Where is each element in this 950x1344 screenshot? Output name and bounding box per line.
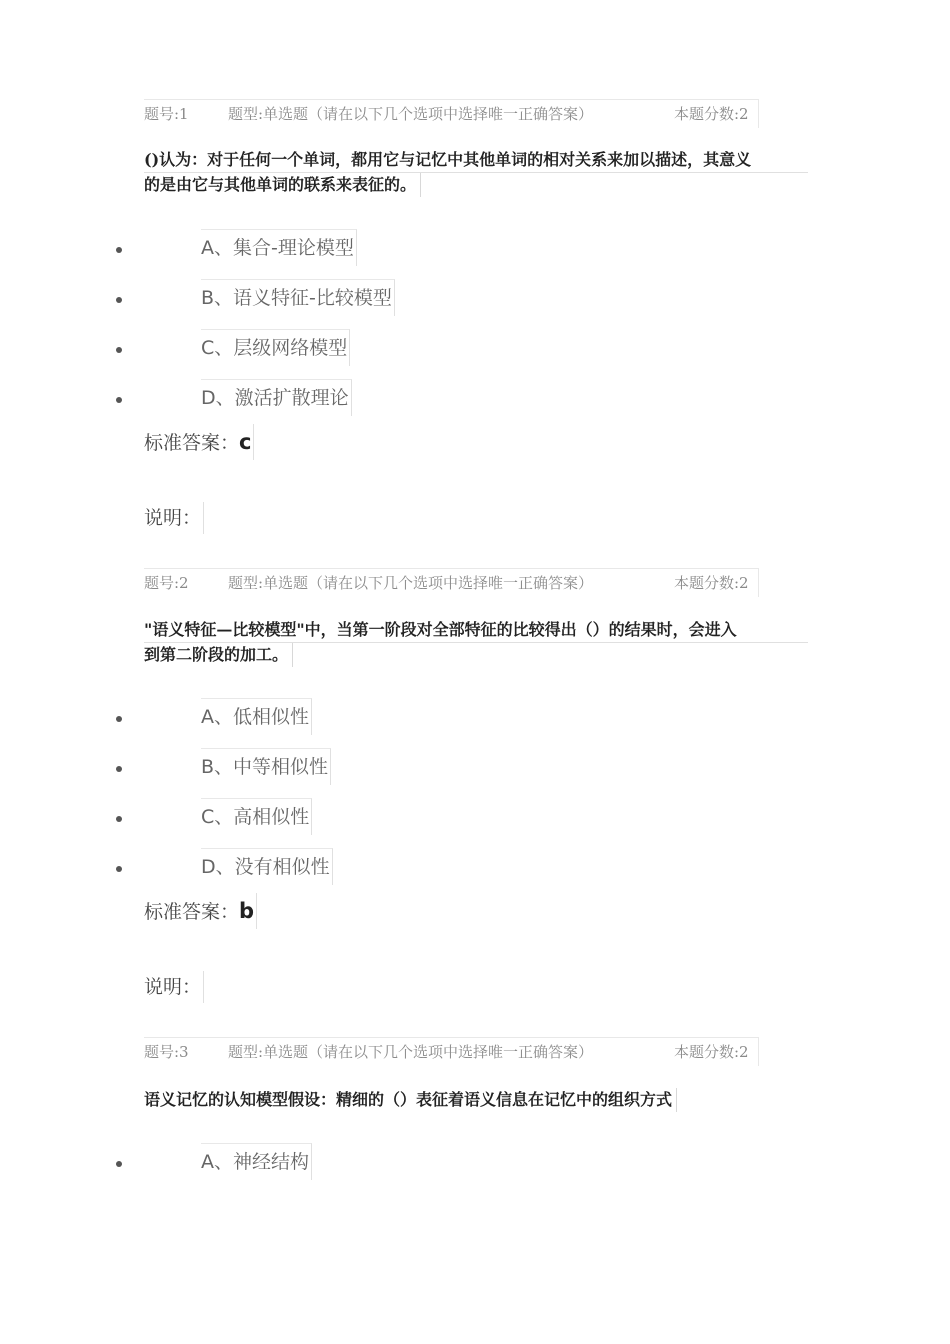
answer-value: b [239,899,255,923]
bullet-icon [116,716,122,722]
question-score: 本题分数:2 [674,574,749,592]
explanation-label: 说明： [144,507,202,529]
question-text-line: 的是由它与其他单词的联系来表征的。 [144,173,421,197]
option-label: D、没有相似性 [201,848,333,885]
option-label: B、中等相似性 [201,748,331,785]
option-label: A、神经结构 [201,1143,312,1180]
option-label: C、层级网络模型 [201,329,350,366]
option-label: C、高相似性 [201,798,312,835]
explanation-label: 说明： [144,976,202,998]
answer-label: 标准答案： [144,901,240,923]
standard-answer [144,893,257,929]
question-text-line: 到第二阶段的加工。 [144,643,293,667]
bullet-icon [116,1161,122,1167]
option-item[interactable] [0,748,600,784]
bullet-icon [116,866,122,872]
question-number: 题号:2 [144,574,189,592]
question-score: 本题分数:2 [674,1043,749,1061]
bullet-icon [116,397,122,403]
question-text-line: 语义记忆的认知模型假设：精细的（）表征着语义信息在记忆中的组织方式 [144,1088,677,1112]
bullet-icon [116,297,122,303]
question-type: 题型:单选题（请在以下几个选项中选择唯一正确答案） [228,105,594,123]
option-item[interactable] [0,329,600,365]
option-item[interactable] [0,698,600,734]
question-2-meta [144,568,759,597]
bullet-icon [116,766,122,772]
bullet-icon [116,347,122,353]
option-item[interactable] [0,1143,600,1179]
bullet-icon [116,247,122,253]
option-label: A、低相似性 [201,698,312,735]
option-item[interactable] [0,279,600,315]
question-number: 题号:1 [144,105,189,123]
question-text-line: ()认为：对于任何一个单词，都用它与记忆中其他单词的相对关系来加以描述，其意义 [144,148,808,173]
option-item[interactable] [0,848,600,884]
answer-value: c [239,430,252,454]
question-type: 题型:单选题（请在以下几个选项中选择唯一正确答案） [228,574,594,592]
option-label: A、集合-理论模型 [201,229,357,266]
question-3-text [144,1088,808,1112]
explanation [144,971,204,1003]
bullet-icon [116,816,122,822]
option-label: B、语义特征-比较模型 [201,279,395,316]
option-label: D、激活扩散理论 [201,379,352,416]
option-item[interactable] [0,379,600,415]
question-number: 题号:3 [144,1043,189,1061]
option-item[interactable] [0,229,600,265]
question-1-meta [144,99,759,128]
question-type: 题型:单选题（请在以下几个选项中选择唯一正确答案） [228,1043,594,1061]
answer-label: 标准答案： [144,432,240,454]
question-score: 本题分数:2 [674,105,749,123]
question-2-text [144,618,808,667]
question-3-meta [144,1037,759,1066]
explanation [144,502,204,534]
question-text-line: "语义特征—比较模型"中，当第一阶段对全部特征的比较得出（）的结果时，会进入 [144,618,808,643]
standard-answer [144,424,254,460]
option-item[interactable] [0,798,600,834]
question-1-text [144,148,808,197]
